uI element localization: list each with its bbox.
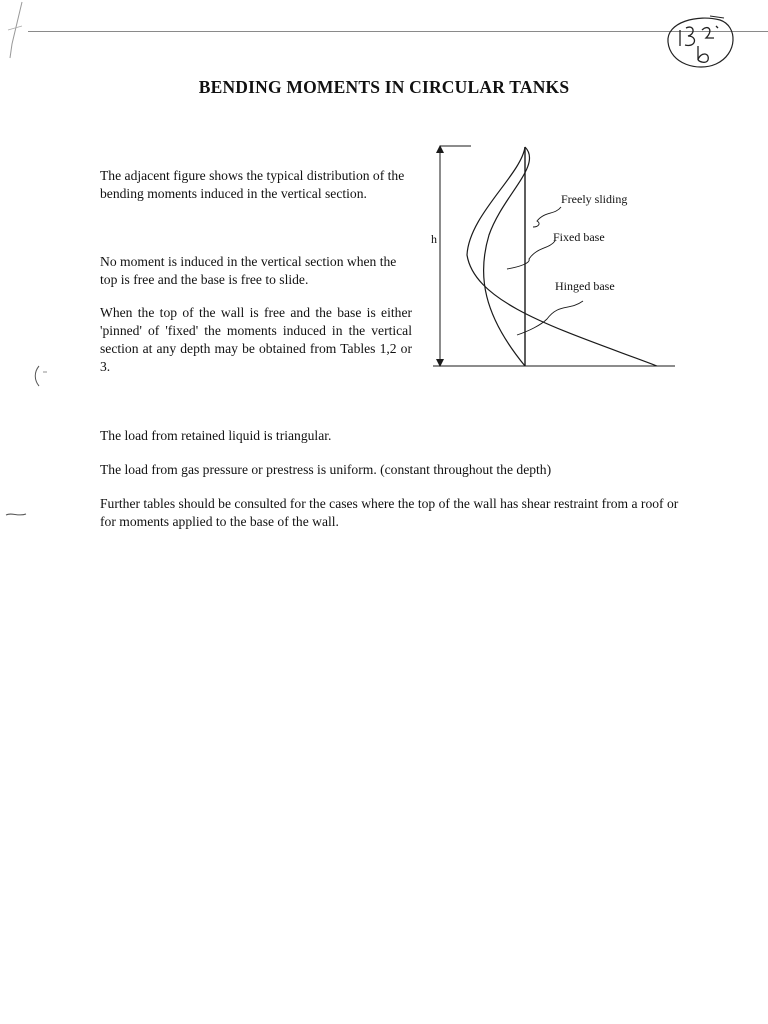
bending-moment-figure (425, 135, 685, 380)
paragraph-figure-intro: The adjacent figure shows the typical distribution of the bending moments induced in the vertical section. (100, 168, 405, 201)
scan-mark-top (0, 0, 40, 80)
paragraph-no-moment: No moment is induced in the vertical section when the top is free and the base is free to slide. (100, 254, 397, 287)
leader-freely-sliding (533, 207, 561, 227)
hinged-base-curve (467, 147, 657, 366)
scan-mark-bracket (30, 362, 54, 390)
paragraph-gas-load: The load from gas pressure or prestress is uniform. (constant throughout the depth) (100, 462, 552, 477)
leader-hinged-base (517, 301, 583, 335)
leader-fixed-base (507, 241, 555, 269)
label-freely-sliding: Freely sliding (561, 192, 628, 206)
label-hinged-base: Hinged base (555, 279, 615, 293)
paragraph-liquid-load: The load from retained liquid is triangular. (100, 428, 332, 443)
page-title: BENDING MOMENTS IN CIRCULAR TANKS (198, 77, 570, 97)
scan-mark-dash (4, 508, 30, 522)
handwritten-page-mark (658, 12, 736, 70)
height-label: h (431, 232, 437, 246)
paragraph-further-tables: Further tables should be consulted for the cases where the top of the wall has shear restraint from a roof or for moments applied to the base of the wall. (100, 496, 679, 529)
label-fixed-base: Fixed base (553, 230, 605, 244)
paragraph-pinned-fixed: When the top of the wall is free and the base is either 'pinned' of 'fixed' the moments induced in the vertical section at any depth may be obtained from Tables 1,2 or 3. (100, 305, 412, 374)
header-rule (28, 31, 768, 32)
